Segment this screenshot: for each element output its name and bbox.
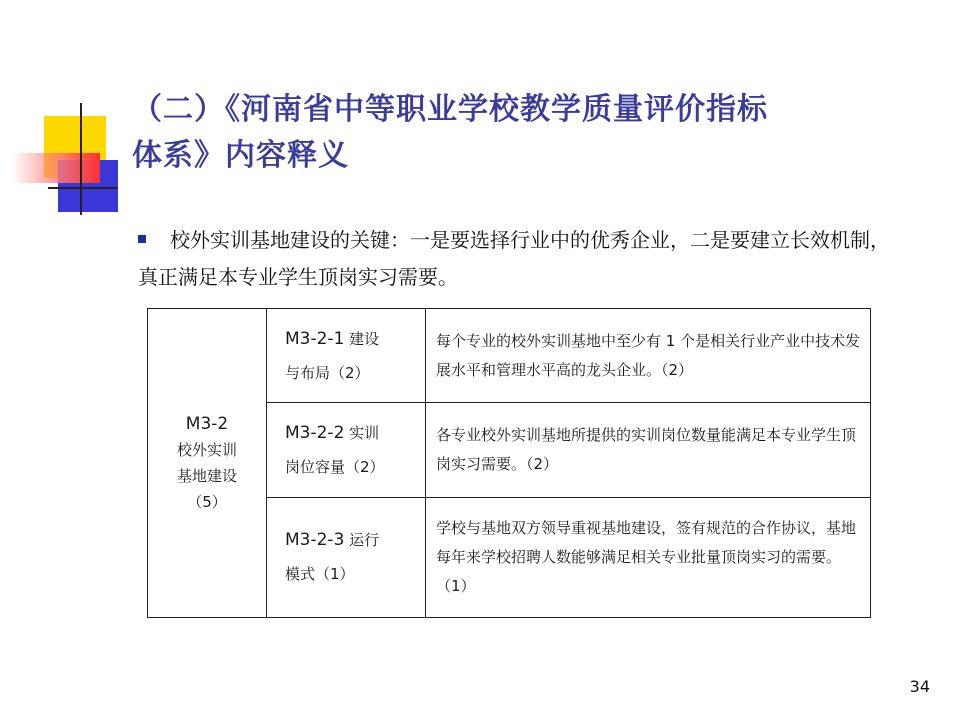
bullet-text: 校外实训基地建设的关键：一是要选择行业中的优秀企业，二是要建立长效机制，真正满足本专业学生顶岗实习需要。 [138, 228, 890, 289]
decor-horizontal-line [48, 187, 118, 189]
main-indicator-code: M3-2 [185, 414, 229, 434]
criteria-table [147, 308, 871, 618]
sub-indicator-label-tail: 实训 [344, 423, 380, 442]
sub-indicator-code: M3-2-1 [285, 328, 345, 349]
main-indicator-score: （5） [187, 493, 227, 511]
description-text: 学校与基地双方领导重视基地建设，签有规范的合作协议，基地每年来学校招聘人数能够满足相关专业批量顶岗实习的需要。（1） [436, 518, 857, 595]
sub-indicator-label-tail: 建设 [344, 329, 380, 348]
sub-indicator-code: M3-2-3 [285, 530, 345, 551]
description-cell [426, 309, 871, 403]
sub-indicator-label-tail: 运行 [344, 531, 380, 550]
sub-indicator-label-line2: 与布局（2） [285, 363, 370, 382]
sub-indicator-label-line2: 岗位容量（2） [285, 457, 385, 476]
description-text: 各专业校外实训基地所提供的实训岗位数量能满足本专业学生顶岗实习需要。（2） [436, 425, 857, 473]
slide-title-line1: （二）《河南省中等职业学校教学质量评价指标 [132, 92, 768, 127]
sub-indicator-cell [267, 403, 426, 497]
sub-indicator-code: M3-2-2 [285, 422, 345, 443]
description-cell [426, 403, 871, 497]
decor-vertical-line [80, 103, 82, 215]
slide-title-line2: 体系》内容释义 [132, 138, 349, 173]
description-cell [426, 497, 871, 617]
decor-red-gradient-bar [12, 153, 100, 183]
sub-indicator-label-line2: 模式（1） [285, 565, 355, 584]
description-text: 每个专业的校外实训基地中至少有 1 个是相关行业产业中技术发展水平和管理水平高的龙头企业。（2） [436, 331, 861, 379]
sub-indicator-cell [267, 497, 426, 617]
table-row [148, 309, 871, 403]
page-number: 34 [909, 677, 930, 696]
main-indicator-cell [148, 309, 267, 618]
slide-title [132, 87, 942, 179]
main-indicator-name-line1: 校外实训 [176, 441, 237, 459]
sub-indicator-cell [267, 309, 426, 403]
main-indicator-name-line2: 基地建设 [176, 467, 237, 485]
